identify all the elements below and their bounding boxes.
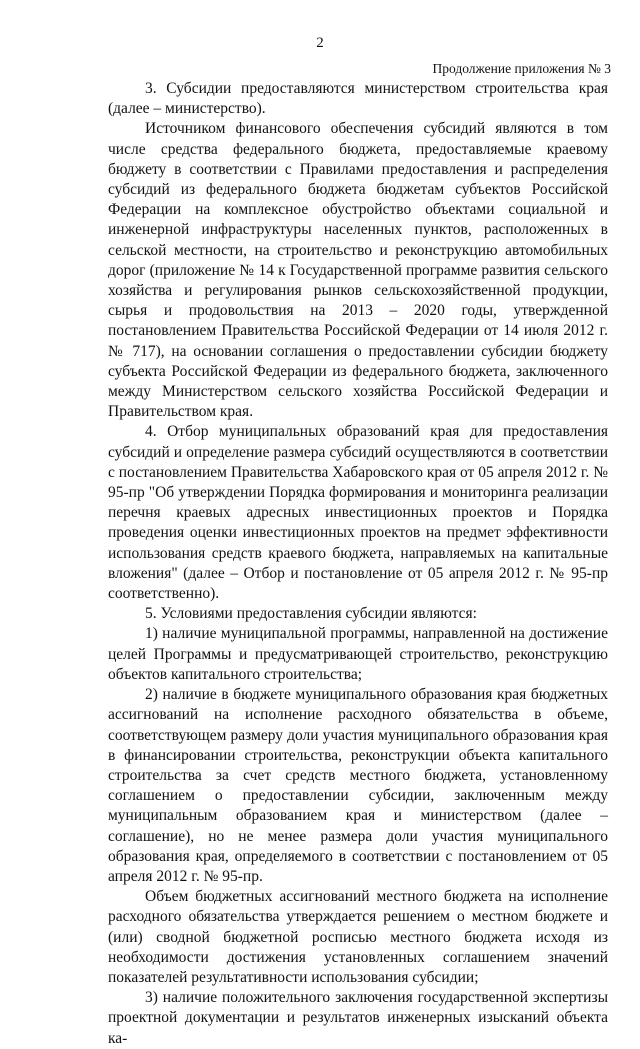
paragraph-3-ministry: 3. Субсидии предоставляются министерством строительства края (далее – министерство). (108, 80, 608, 118)
page-number: 2 (316, 35, 324, 51)
paragraph-budget-volume: Объем бюджетных ассигнований местного бюджета на исполнение расходного обязательства утверждается решением о местном бюджете и (или) сводной бюджетной росписью местного бюджета исходя из необходимости достижения установленных соглашением значений показателей результативности использования субсидии; (108, 888, 608, 986)
condition-2-budget: 2) наличие в бюджете муниципального образования края бюджетных ассигнований на исполнение расходного обязательства в объеме, соответствующем размеру доли участия муниципального образования края в финансировании строительства, реконструкции объекта капитального строительства за счет средств местного бюджета, установленному соглашением о предоставлении субсидии, заключенным между муниципальным образованием края и министерством (далее – соглашение), но не менее размера доли участия муниципального образования края, определяемого в соответствии с постановлением от 05 апреля 2012 г. № 95-пр. (108, 686, 608, 885)
condition-3-expertise: 3) наличие положительного заключения государственной экспертизы проектной документации и результатов инженерных изысканий объекта ка- (108, 989, 608, 1047)
paragraph-5-conditions: 5. Условиями предоставления субсидии являются: (145, 605, 477, 623)
paragraph-4-selection: 4. Отбор муниципальных образований края для предоставления субсидий и определение размера субсидий осуществляются в соответствии с постановлением Правительства Хабаровского края от 05 апреля 2012 г. № 95-пр "Об утверждении Порядка формирования и мониторинга реализации перечня краевых адресных инвестиционных проектов и Порядка проведения оценки инвестиционных проектов на предмет эффективности использования средств краевого бюджета, направляемых на капитальные вложения" (далее – Отбор и постановление от 05 апреля 2012 г. № 95-пр соответственно). (108, 423, 608, 603)
paragraph-funding-source: Источником финансового обеспечения субсидий являются в том числе средства федерального бюджета, предоставляемые краевому бюджету в соответствии с Правилами предоставления и распределения субсидий из федерального бюджета бюджетам субъектов Российской Федерации на комплексное обустройство объектами социальной и инженерной инфраструктуры населенных пунктов, расположенных в сельской местности, на строительство и реконструкцию автомобильных дорог (приложение № 14 к Государственной программе развития сельского хозяйства и регулирования рынков сельскохозяйственной продукции, сырья и продовольствия на 2013 – 2020 годы, утвержденной постановлением Правительства Российской Федерации от 14 июля 2012 г. № 717), на основании соглашения о предоставлении субсидии бюджету субъекта Российской Федерации из федерального бюджета, заключенного между Министерством сельского хозяйства Российской Федерации и Правительством края. (108, 120, 608, 421)
condition-1-program: 1) наличие муниципальной программы, направленной на достижение целей Программы и предусматривающей строительство, реконструкцию объектов капитального строительства; (108, 625, 608, 683)
appendix-continuation-note: Продолжение приложения № 3 (432, 61, 611, 76)
document-body (108, 79, 608, 1049)
